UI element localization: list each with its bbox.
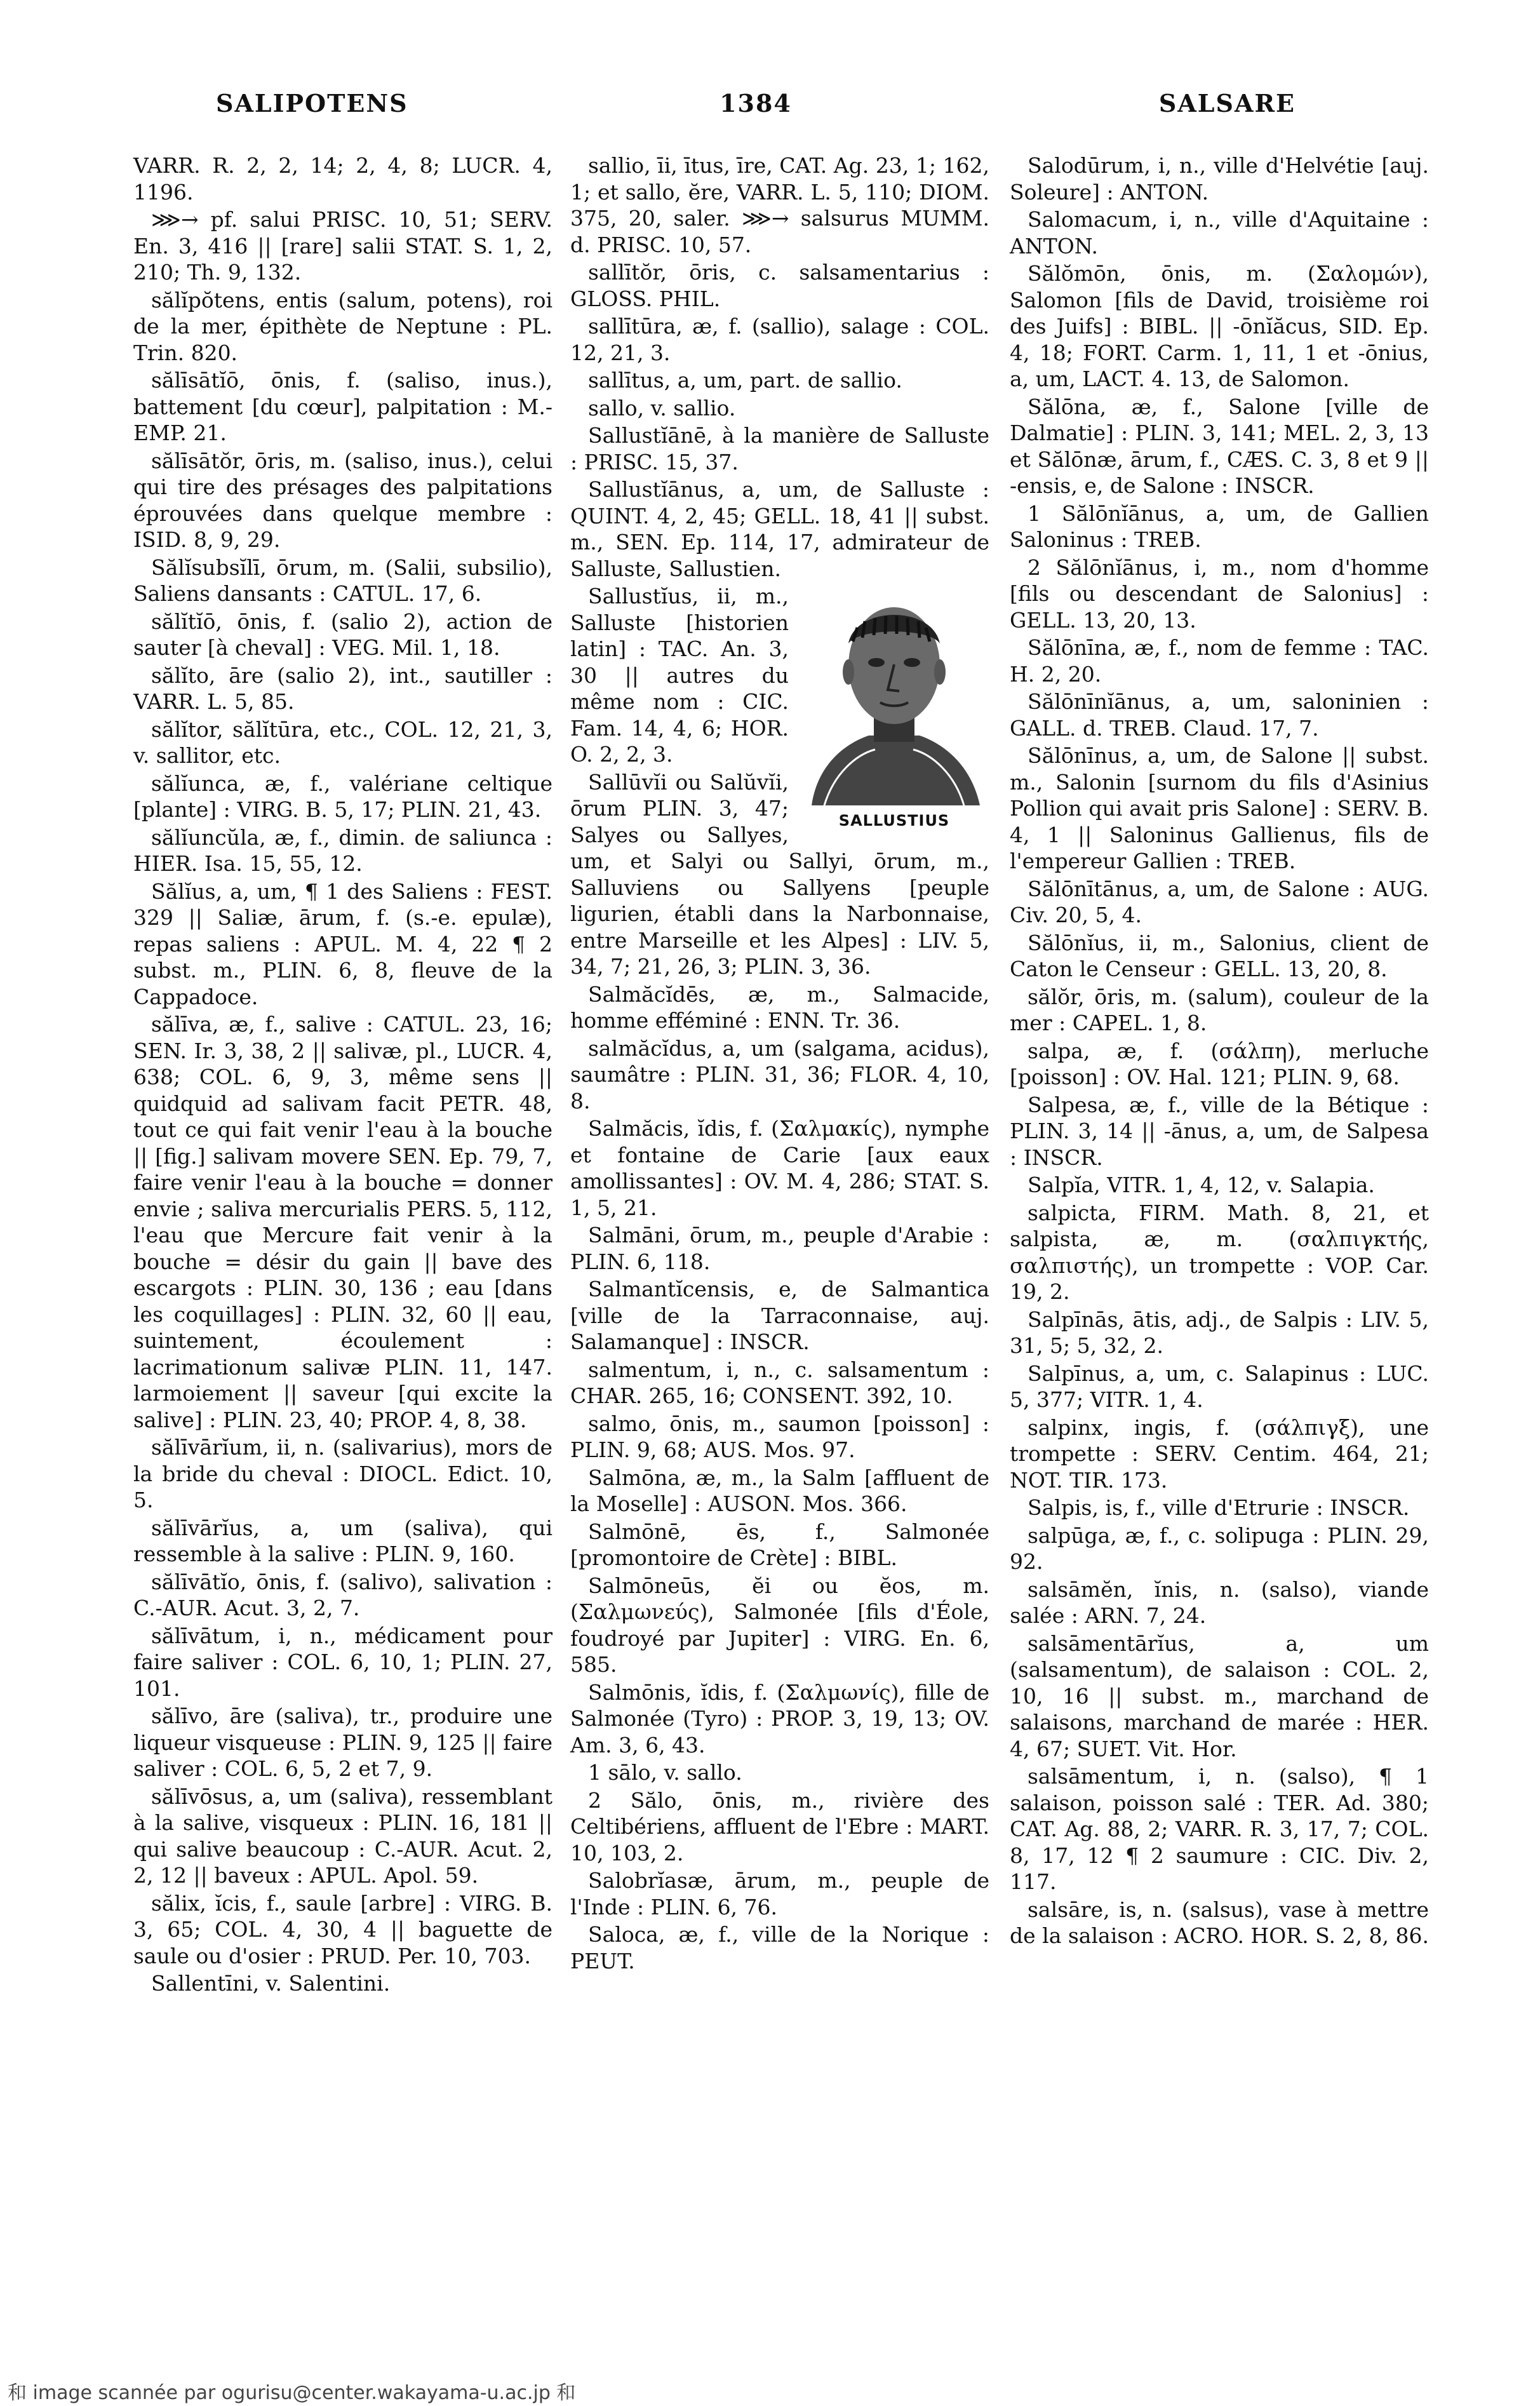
- dictionary-entry: Salpĭa, VITR. 1, 4, 12, v. Salapia.: [1028, 1173, 1375, 1197]
- dictionary-entry: sălĭtĭō, ōnis, f. (salio 2), action de sauter [à cheval] : VEG. Mil. 1, 18.: [133, 608, 552, 660]
- dictionary-entry: Salpis, is, f., ville d'Etrurie : INSCR.: [1028, 1495, 1410, 1520]
- running-head-left: SALIPOTENS: [216, 89, 408, 118]
- dictionary-entry: salmentum, i, n., c. salsamentum : CHAR. 265, 16; CONSENT. 392, 10.: [570, 1357, 989, 1408]
- dictionary-entry: Sălōnīnĭānus, a, um, saloninien : GALL. d. TREB. Claud. 17, 7.: [1010, 689, 1429, 741]
- dictionary-entry: sălīsātĭō, ōnis, f. (saliso, inus.), battement [du cœur], palpitation : M.-EMP. 21.: [133, 368, 552, 445]
- column-3: [1010, 152, 1429, 1951]
- bust-icon: [799, 583, 989, 805]
- dictionary-entry: sallītus, a, um, part. de sallio.: [588, 368, 902, 393]
- dictionary-entry: Sallustĭus, ii, m., Salluste [historien latin] : TAC. An. 3, 30 || autres du même nom : CIC. Fam. 14, 4, 6; HOR. O. 2, 2, 3.: [570, 584, 789, 767]
- page-number: 1384: [720, 89, 792, 118]
- dictionary-entry: sallītūra, æ, f. (sallio), salage : COL. 12, 21, 3.: [570, 314, 989, 365]
- dictionary-entry: salsāmentārĭus, a, um (salsamentum), de salaison : COL. 2, 10, 16 || subst. m., marchand de salaisons, marchand de marée : HER. 4, 67; SUET. Vit. Hor.: [1010, 1630, 1429, 1761]
- dictionary-entry: sălĭto, āre (salio 2), int., sautiller : VARR. L. 5, 85.: [133, 662, 552, 714]
- dictionary-entry: Sălĭsubsĭlī, ōrum, m. (Salii, subsilio), Saliens dansants : CATUL. 17, 6.: [133, 554, 552, 606]
- dictionary-entry: Sălĭus, a, um, ¶ 1 des Saliens : FEST. 329 || Saliæ, ārum, f. (s.-e. epulæ), repas saliens : APUL. M. 4, 22 ¶ 2 subst. m., PLIN. 6, 8, fleuve de la Cappadoce.: [133, 878, 552, 1009]
- dictionary-entry: Sallentīni, v. Salentini.: [151, 1971, 391, 1996]
- dictionary-entry: salsāre, is, n. (salsus), vase à mettre de la salaison : ACRO. HOR. S. 2, 8, 86.: [1010, 1897, 1429, 1948]
- dictionary-entry: sălĭtor, sălĭtūra, etc., COL. 12, 21, 3, v. sallitor, etc.: [133, 716, 552, 768]
- dictionary-entry: salsāmentum, i, n. (salso), ¶ 1 salaison, poisson salé : TER. Ad. 380; CAT. Ag. 88, 2; VARR. R. 3, 17, 7; COL. 8, 17, 12 ¶ 2 saumure : CIC. Div. 2, 117.: [1010, 1764, 1429, 1894]
- dictionary-entry: Salmantĭcensis, e, de Salmantica [ville de la Tarraconnaise, auj. Salamanque] : INSCR.: [570, 1277, 989, 1354]
- dictionary-entry: sallītŏr, ōris, c. salsamentarius : GLOSS. PHIL.: [570, 260, 989, 311]
- dictionary-entry: Salodūrum, i, n., ville d'Helvétie [auj. Soleure] : ANTON.: [1010, 153, 1429, 205]
- dictionary-entry: Sallustĭānē, à la manière de Salluste : PRISC. 15, 37.: [570, 423, 989, 474]
- dictionary-entry: Salmōneūs, ĕi ou ĕos, m. (Σαλμωνεύς), Salmonée [fils d'Éole, foudroyé par Jupiter] : VIRG. En. 6, 585.: [570, 1573, 989, 1677]
- scan-credit: 和 image scannée par ogurisu@center.wakayama-u.ac.jp 和: [8, 2382, 576, 2404]
- dictionary-entry: sălīvōsus, a, um (saliva), ressemblant à la salive, visqueux : PLIN. 16, 181 || qui salive beaucoup : C.-AUR. Acut. 2, 2, 12 || baveux : APUL. Apol. 59.: [133, 1784, 552, 1888]
- dictionary-entry: Sălōnīna, æ, f., nom de femme : TAC. H. 2, 20.: [1010, 635, 1429, 687]
- column-2: [570, 152, 989, 1975]
- dictionary-entry: sălŏr, ōris, m. (salum), couleur de la mer : CAPEL. 1, 8.: [1010, 984, 1429, 1035]
- dictionary-entry: salpicta, FIRM. Math. 8, 21, et salpista, æ, m. (σαλπιγκτής, σαλπιστής), un trompette : VOP. Car. 19, 2.: [1010, 1200, 1429, 1304]
- dictionary-entry: Sălōnĭus, ii, m., Salonius, client de Caton le Censeur : GELL. 13, 20, 8.: [1010, 930, 1429, 981]
- dictionary-entry: sălīsātŏr, ōris, m. (saliso, inus.), celui qui tire des présages des palpitations éprouvées dans quelque membre : ISID. 8, 9, 29.: [133, 448, 552, 552]
- dictionary-entry: Salmăcis, ĭdis, f. (Σαλμακίς), nymphe et fontaine de Carie [aux eaux amollissantes] : OV. M. 4, 286; STAT. S. 1, 5, 21.: [570, 1116, 989, 1220]
- running-head-right: SALSARE: [1158, 89, 1296, 118]
- dictionary-entry: sălīvārĭus, a, um (saliva), qui ressemble à la salive : PLIN. 9, 160.: [133, 1515, 552, 1566]
- dictionary-entry: 2 Sălōnĭānus, i, m., nom d'homme [fils ou descendant de Salonius] : GELL. 13, 20, 13.: [1010, 554, 1429, 633]
- dictionary-entry: Saloca, æ, f., ville de la Norique : PEUT.: [570, 1922, 989, 1973]
- dictionary-entry: salmo, ōnis, m., saumon [poisson] : PLIN. 9, 68; AUS. Mos. 97.: [570, 1411, 989, 1462]
- dictionary-entry: Salmōnē, ēs, f., Salmonée [promontoire de Crète] : BIBL.: [570, 1519, 989, 1570]
- dictionary-entry: Salpīnās, ātis, adj., de Salpis : LIV. 5, 31, 5; 5, 32, 2.: [1010, 1307, 1429, 1358]
- dictionary-entry: Salomacum, i, n., ville d'Aquitaine : ANTON.: [1010, 207, 1429, 259]
- dictionary-entry: sălix, ĭcis, f., saule [arbre] : VIRG. B. 3, 65; COL. 4, 30, 4 || baguette de saule ou d'osier : PRUD. Per. 10, 703.: [133, 1890, 552, 1968]
- dictionary-entry: Salmāni, ōrum, m., peuple d'Arabie : PLIN. 6, 118.: [570, 1223, 989, 1274]
- dictionary-entry: Sallūvĭi ou Salŭvĭi, ōrum PLIN. 3, 47; Salyes ou Sallyes, um, et Salyi ou Sallyi, ōrum, m., Salluviens ou Sallyens [peuple ligurien, établi dans la Narbonnaise, entre Marseille et les Alpes] : LIV. 5, 34, 7; 21, 26, 3; PLIN. 3, 36.: [570, 769, 989, 979]
- dictionary-entry: Sălŏmōn, ōnis, m. (Σαλομών), Salomon [fils de David, troisième roi des Juifs] : BIBL. || -ōnĭăcus, SID. Ep. 4, 18; FORT. Carm. 1, 11, 1 et -ōnius, a, um, LACT. 4. 13, de Salomon.: [1010, 261, 1429, 391]
- dictionary-entry: Salmōnis, ĭdis, f. (Σαλμωνίς), fille de Salmonée (Tyro) : PROP. 3, 19, 13; OV. Am. 3, 6, 43.: [570, 1679, 989, 1757]
- dictionary-entry: Sallustĭānus, a, um, de Salluste : QUINT. 4, 2, 45; GELL. 18, 41 || subst. m., SEN. Ep. 114, 17, admirateur de Salluste, Sallustien.: [570, 477, 989, 581]
- dictionary-entry: Sălōna, æ, f., Salone [ville de Dalmatie] : PLIN. 3, 141; MEL. 2, 3, 13 et Sălōnæ, ārum, f., CÆS. C. 3, 8 et 9 || -ensis, e, de Salone : INSCR.: [1010, 394, 1429, 498]
- dictionary-entry: Salpīnus, a, um, c. Salapinus : LUC. 5, 377; VITR. 1, 4.: [1010, 1361, 1429, 1412]
- dictionary-entry: 1 sālo, v. sallo.: [588, 1760, 742, 1785]
- dictionary-entry: salsāmĕn, ĭnis, n. (salso), viande salée : ARN. 7, 24.: [1010, 1576, 1429, 1628]
- dictionary-entry: 1 Sălōnĭānus, a, um, de Gallien Saloninus : TREB.: [1010, 501, 1429, 552]
- dictionary-entry: ⋙→ pf. salui PRISC. 10, 51; SERV. En. 3, 416 || [rare] salii STAT. S. 1, 2, 210; Th. 9, 132.: [133, 207, 552, 285]
- dictionary-entry: sălīvātum, i, n., médicament pour faire saliver : COL. 6, 10, 1; PLIN. 27, 101.: [133, 1623, 552, 1701]
- column-1: [133, 152, 552, 1998]
- dictionary-entry: sălĭunca, æ, f., valériane celtique [plante] : VIRG. B. 5, 17; PLIN. 21, 43.: [133, 770, 552, 822]
- dictionary-entry: sallo, v. sallio.: [588, 395, 736, 420]
- dictionary-entry: sălīvārĭum, ii, n. (salivarius), mors de la bride du cheval : DIOCL. Edict. 10, 5.: [133, 1435, 552, 1512]
- dictionary-entry: sălīvātĭo, ōnis, f. (salivo), salivation : C.-AUR. Acut. 3, 2, 7.: [133, 1569, 552, 1620]
- dictionary-entry: salpa, æ, f. (σάλπη), merluche [poisson] : OV. Hal. 121; PLIN. 9, 68.: [1010, 1038, 1429, 1089]
- dictionary-entry: VARR. R. 2, 2, 14; 2, 4, 8; LUCR. 4, 1196.: [133, 153, 552, 205]
- dictionary-entry: Salobrĭasæ, ārum, m., peuple de l'Inde : PLIN. 6, 76.: [570, 1868, 989, 1919]
- page-header: [216, 89, 1296, 133]
- dictionary-entry: 2 Sălo, ōnis, m., rivière des Celtibériens, affluent de l'Ebre : MART. 10, 103, 2.: [570, 1787, 989, 1865]
- dictionary-entry: salpūga, æ, f., c. solipuga : PLIN. 29, 92.: [1010, 1522, 1429, 1574]
- portrait-caption: SALLUSTIUS: [838, 812, 950, 830]
- dictionary-entry: sălīvo, āre (saliva), tr., produire une liqueur visqueuse : PLIN. 9, 125 || faire saliver : COL. 6, 5, 2 et 7, 9.: [133, 1704, 552, 1781]
- dictionary-entry: sălĭuncŭla, æ, f., dimin. de saliunca : HIER. Isa. 15, 55, 12.: [133, 824, 552, 876]
- dictionary-entry: sallio, īi, ītus, īre, CAT. Ag. 23, 1; 162, 1; et sallo, ĕre, VARR. L. 5, 110; DIOM. 375, 20, saler. ⋙→ salsurus MUMM. d. PRISC. 10, 57.: [570, 153, 989, 257]
- dictionary-entry: Salmōna, æ, m., la Salm [affluent de la Moselle] : AUSON. Mos. 366.: [570, 1465, 989, 1516]
- dictionary-entry: Salmăcĭdēs, æ, m., Salmacide, homme efféminé : ENN. Tr. 36.: [570, 981, 989, 1033]
- dictionary-entry: Sălōnītānus, a, um, de Salone : AUG. Civ. 20, 5, 4.: [1010, 876, 1429, 927]
- dictionary-entry: sălīva, æ, f., salive : CATUL. 23, 16; SEN. Ir. 3, 38, 2 || salivæ, pl., LUCR. 4, 638; COL. 6, 9, 3, même sens || quidquid ad salivam facit PETR. 48, tout ce qui fait venir l'eau à la bouche || [fig.] salivam movere SEN. Ep. 79, 7, faire venir l'eau à la bouche = donner envie ; saliva mercurialis PERS. 5, 112, l'eau que Mercure fait venir à la bouche = désir du gain || bave des escargots : PLIN. 30, 136 ; eau [dans les coquillages] : PLIN. 32, 60 || eau, suintement, écoulement : lacrimationum salivæ PLIN. 11, 147. larmoiement || saveur [qui excite la salive] : PLIN. 23, 40; PROP. 4, 8, 38.: [133, 1012, 552, 1432]
- dictionary-entry: salmăcĭdus, a, um (salgama, acidus), saumâtre : PLIN. 31, 36; FLOR. 4, 10, 8.: [570, 1035, 989, 1113]
- dictionary-entry: salpinx, ingis, f. (σάλπιγξ), une trompette : SERV. Centim. 464, 21; NOT. TIR. 173.: [1010, 1415, 1429, 1493]
- sallust-portrait: [799, 583, 989, 835]
- dictionary-entry: Salpesa, æ, f., ville de la Bétique : PLIN. 3, 14 || -ānus, a, um, de Salpesa : INSCR.: [1010, 1092, 1429, 1170]
- dictionary-entry: Sălōnīnus, a, um, de Salone || subst. m., Salonin [surnom du fils d'Asinius Pollion qui avait pris Salone] : SERV. B. 4, 1 || Saloninus Gallienus, fils de l'empereur Gallien : TREB.: [1010, 743, 1429, 873]
- dictionary-entry: sălĭpŏtens, entis (salum, potens), roi de la mer, épithète de Neptune : PL. Trin. 820.: [133, 287, 552, 365]
